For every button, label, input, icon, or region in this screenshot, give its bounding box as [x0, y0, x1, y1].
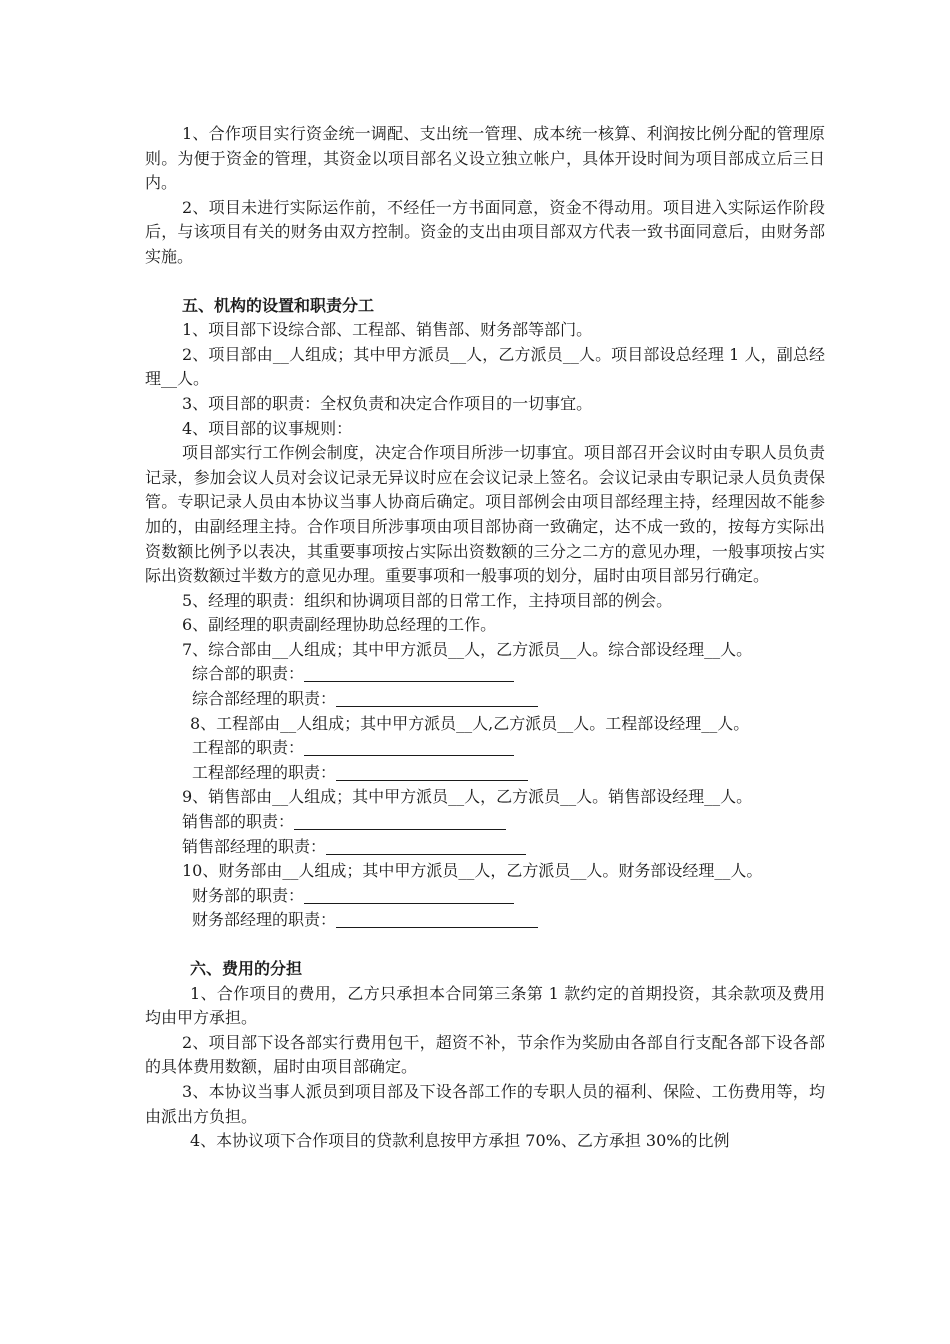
spacer — [145, 933, 825, 957]
clause-5-9: 9、销售部由__人组成；其中甲方派员__人，乙方派员__人。销售部设经理__人。 — [182, 787, 753, 807]
engineering-dept-duty-label: 工程部的职责： — [192, 738, 305, 758]
sales-dept-duty-blank — [294, 813, 506, 830]
clause-5-10: 10、财务部由__人组成；其中甲方派员__人，乙方派员__人。财务部设经理__人。 — [182, 861, 763, 881]
clause-6-1: 1、合作项目的费用，乙方只承担本合同第三条第 1 款约定的首期投资，其余款项及费用均由甲方承担。 — [145, 983, 825, 1028]
general-dept-manager-duty-label: 综合部经理的职责： — [192, 689, 337, 709]
section-5-heading: 五、机构的设置和职责分工 — [182, 295, 375, 315]
finance-dept-manager-duty-line — [145, 908, 825, 933]
clause-5-1: 1、项目部下设综合部、工程部、销售部、财务部等部门。 — [182, 320, 593, 340]
sales-dept-manager-duty-blank — [326, 838, 526, 855]
finance-dept-manager-duty-label: 财务部经理的职责： — [192, 910, 337, 930]
finance-dept-duty-line — [145, 884, 825, 909]
clause-5-3: 3、项目部的职责：全权负责和决定合作项目的一切事宜。 — [182, 393, 593, 413]
meeting-rules: 项目部实行工作例会制度，决定合作项目所涉一切事宜。项目部召开会议时由专职人员负责记录，参加会议人员对会议记录无异议时应在会议记录上签名。会议记录由专职记录人员负责保管。专职记录人员由本协议当事人协商后确定。项目部例会由项目部经理主持，经理因故不能参加的，由副经理主持。合作项目所涉事项由项目部协商一致确定，达不成一致的，按每方实际出资数额比例予以表决，其重要事项按占实际出资数额的三分之二方的意见办理，一般事项按占实际出资数额过半数方的意见办理。重要事项和一般事项的划分，届时由项目部另行确定。 — [145, 443, 825, 586]
sales-dept-manager-duty-label: 销售部经理的职责： — [182, 836, 327, 856]
clause-5-7: 7、综合部由__人组成；其中甲方派员__人，乙方派员__人。综合部设经理__人。 — [182, 639, 753, 659]
general-dept-duty-label: 综合部的职责： — [192, 664, 305, 684]
clause-5-5: 5、经理的职责：组织和协调项目部的日常工作，主持项目部的例会。 — [182, 590, 673, 610]
sales-dept-manager-duty-line — [145, 835, 825, 860]
sales-dept-duty-line — [145, 810, 825, 835]
general-dept-duty-line — [145, 662, 825, 687]
clause-6-2: 2、项目部下设各部实行费用包干，超资不补，节余作为奖励由各部自行支配各部下设各部的具体费用数额，届时由项目部确定。 — [145, 1032, 825, 1077]
section-6-heading: 六、费用的分担 — [190, 959, 303, 978]
engineering-dept-manager-duty-line — [145, 761, 825, 786]
clause-5-2: 2、项目部由__人组成；其中甲方派员__人，乙方派员__人。项目部设总经理 1 人，副总经理__人。 — [145, 344, 825, 389]
clause-5-6: 6、副经理的职责副经理协助总经理的工作。 — [182, 615, 497, 635]
general-dept-manager-duty-blank — [336, 690, 538, 707]
clause-4-1: 1、合作项目实行资金统一调配、支出统一管理、成本统一核算、利润按比例分配的管理原则。为便于资金的管理，其资金以项目部名义设立独立帐户，具体开设时间为项目部成立后三日内。 — [145, 124, 825, 193]
clause-6-4: 4、本协议项下合作项目的贷款利息按甲方承担 70%、乙方承担 30%的比例 — [190, 1131, 730, 1151]
finance-dept-duty-blank — [304, 887, 514, 904]
engineering-dept-manager-duty-label: 工程部经理的职责： — [192, 762, 337, 782]
spacer — [145, 270, 825, 294]
document-page — [145, 122, 825, 1154]
engineering-dept-duty-line — [145, 736, 825, 761]
sales-dept-duty-label: 销售部的职责： — [182, 812, 295, 832]
clause-4-2: 2、项目未进行实际运作前，不经任一方书面同意，资金不得动用。项目进入实际运作阶段后，与该项目有关的财务由双方控制。资金的支出由项目部双方代表一致书面同意后，由财务部实施。 — [145, 197, 825, 266]
finance-dept-manager-duty-blank — [336, 911, 538, 928]
general-dept-duty-blank — [304, 665, 514, 682]
clause-5-4: 4、项目部的议事规则： — [182, 418, 353, 438]
clause-5-8: 8、工程部由__人组成；其中甲方派员__人,乙方派员__人。工程部设经理__人。 — [190, 713, 750, 733]
finance-dept-duty-label: 财务部的职责： — [192, 885, 305, 905]
engineering-dept-manager-duty-blank — [336, 764, 528, 781]
clause-6-3: 3、本协议当事人派员到项目部及下设各部工作的专职人员的福利、保险、工伤费用等，均由派出方负担。 — [145, 1081, 825, 1126]
general-dept-manager-duty-line — [145, 687, 825, 712]
engineering-dept-duty-blank — [304, 739, 514, 756]
